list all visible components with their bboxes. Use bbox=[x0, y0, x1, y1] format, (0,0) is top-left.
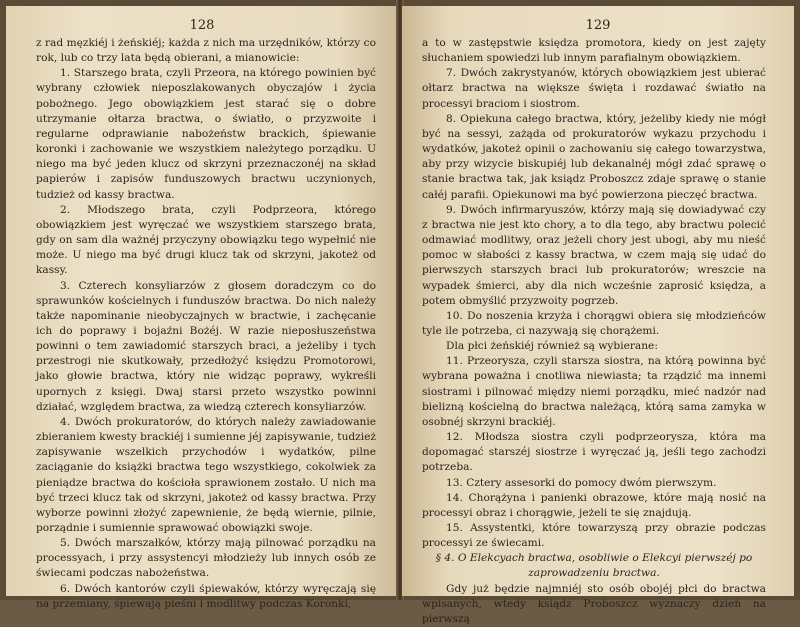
paragraph: 7. Dwóch zakrystyanów, których obowiązkiem jest ubierać ołtarz bractwa na większe święta i rozdawać światło na processyi braciom i siostrom. bbox=[422, 67, 766, 110]
paragraph: 14. Chorążyna i panienki obrazowe, które mają nosić na processyi obraz i chorągwie, jeżeli te się znajdują. bbox=[422, 491, 766, 519]
paragraph: 12. Młodsza siostra czyli podprzeorysza, która ma dopomagać starszéj siostrze i wyręczać ją, jeśli tego zachodzi potrzeba. bbox=[422, 431, 766, 474]
paragraph: 6. Dwóch kantorów czyli śpiewaków, którzy wyręczają się na przemiany, śpiewają pieśni i modlitwy podczas Koronki, bbox=[36, 582, 376, 610]
paragraph: 10. Do noszenia krzyża i chorągwi obiera się młodzieńców tyle ile potrzeba, ci nazywają się chorążemi. bbox=[422, 309, 766, 337]
page-number-right: 129 bbox=[585, 18, 611, 33]
paragraph: 13. Cztery assesorki do pomocy dwóm pierwszym. bbox=[446, 476, 717, 489]
right-page-text bbox=[422, 36, 766, 627]
paragraph: 9. Dwóch infirmaryuszów, którzy mają się dowiadywać czy z bractwa nie jest kto chory, a to dla tego, aby bractwu polecić odmawiać modlitwy, oraz jeżeli chory jest ubogi, aby mu nieść pomoc w słabości z kassy bractwa, w czem mają się udać do pierwszych starszych braci lub prokuratorów; wreszcie na wypadek śmierci, aby dla nich wcześnie zaprosić księdza, a potem obmyślić przyzwoity pogrzeb. bbox=[422, 203, 766, 307]
paragraph: 11. Przeorysza, czyli starsza siostra, na którą powinna być wybrana poważna i cnotliwa niewiasta; ta rządzić ma innemi siostrami i pilnować między niemi porządku, mieć nadzór nad bielizną kościelną do bractwa należącą, którą sama zamyka w osobnéj skrzyni brackiéj. bbox=[422, 355, 766, 428]
paragraph: 2. Młodszego brata, czyli Podprzeora, którego obowiązkiem jest wyręczać we wszystkiem starszego brata, gdy on sam dla ważnéj przyczyny obowiązku tego wypełnić nie może. U niego ma być drugi klucz tak od skrzyni, jakoteż od kassy. bbox=[36, 203, 376, 277]
paragraph: 3. Czterech konsyliarzów z głosem doradczym co do sprawunków kościelnych i funduszów bractwa. Do nich należy także napominanie nieobyczajnych w bractwie, i zachęcanie ich do poprawy i bojaźni Bożéj. W razie nieposłuszeństwa powinni o tem zawiadomić starszych braci, a jeżeliby i tych przestrogi nie skutkowały, przedłożyć księdzu Promotorowi, jako głowie bractwa, który nie widząc poprawy, wykreśli upornych z księgi. Dwaj starsi przeto wszystko powinni działać, względem bractwa, za wiedzą czterech konsyliarzów. bbox=[36, 279, 376, 413]
paragraph: z rad męzkiéj i żeńskiéj; każda z nich ma urzędników, którzy co rok, lub co trzy lata będą obierani, a mianowicie: bbox=[36, 37, 376, 65]
left-page-text bbox=[36, 36, 376, 612]
paragraph: 1. Starszego brata, czyli Przeora, na którego powinien być wybrany człowiek nieposzlakowanych obyczajów i życia pobożnego. Jego obowiązkiem jest starać się o dobre utrzymanie ołtarza bractwa, o światło, o przyzwoite i regularne odprawianie nabożeństw brackich, śpiewanie koronki i zachowanie we wszystkiem należytego porządku. U niego ma być jeden klucz od skrzyni przeznaczonéj na skład papierów i zapisów funduszowych bractwu uczynionych, tudzież od kassy bractwa. bbox=[36, 67, 376, 201]
paragraph: Dla płci żeńskiéj również są wybierane: bbox=[446, 340, 658, 353]
left-page bbox=[6, 6, 398, 610]
paragraph: a to w zastępstwie księdza promotora, kiedy on jest zajęty słuchaniem spowiedzi lub innym parafialnym obowiązkiem. bbox=[422, 37, 766, 65]
paragraph: 4. Dwóch prokuratorów, do których należy zawiadowanie zbieraniem kwesty brackiéj i sumienne jéj zapisywanie, tudzież zapisywanie wszelkich przychodów i wydatków, pilne zaciąganie do książki bractwa tego wszystkiego, cokolwiek za pieniądze bractwa do kościoła sprawionem zostało. U nich ma być trzeci klucz tak od skrzyni, jakoteż od kassy bractwa. Przy wyborze powinni złożyć zapewnienie, że będą wiernie, pilnie, porządnie i sumiennie sprawować obowiązki swoje. bbox=[36, 415, 376, 534]
paragraph: Gdy już będzie najmniéj sto osób obojéj płci do bractwa wpisanych, wtedy ksiądz Proboszcz wyznaczy dzień na pierwszą bbox=[422, 582, 766, 625]
paragraph: 8. Opiekuna całego bractwa, który, jeżeliby kiedy nie mógł być na sessyi, zażąda od prokuratorów wykazu przychodu i wydatków, jakoteż opinii o zachowaniu się całego towarzystwa, aby przy wizycie biskupiéj lub dekanalnéj mógł zdać sprawę o stanie bractwa tak, jak ksiądz Proboszcz zdaje sprawę o stanie całéj parafii. Opiekunowi ma być powierzona pieczęć bractwa. bbox=[422, 112, 766, 201]
page-number-left: 128 bbox=[189, 18, 215, 33]
section-heading: § 4. O Elekcyach bractwa, osobliwie o Elekcyi pierwszéj po zaprowadzeniu bractwa. bbox=[435, 552, 753, 580]
paragraph: 5. Dwóch marszałków, którzy mają pilnować porządku na processyach, i przy assystencyi młodzieży lub innych osób ze świecami podczas nabożeństwa. bbox=[36, 537, 376, 580]
right-page bbox=[402, 6, 794, 625]
paragraph: 15. Assystentki, które towarzyszą przy obrazie podczas processyi ze świecami. bbox=[422, 522, 766, 550]
